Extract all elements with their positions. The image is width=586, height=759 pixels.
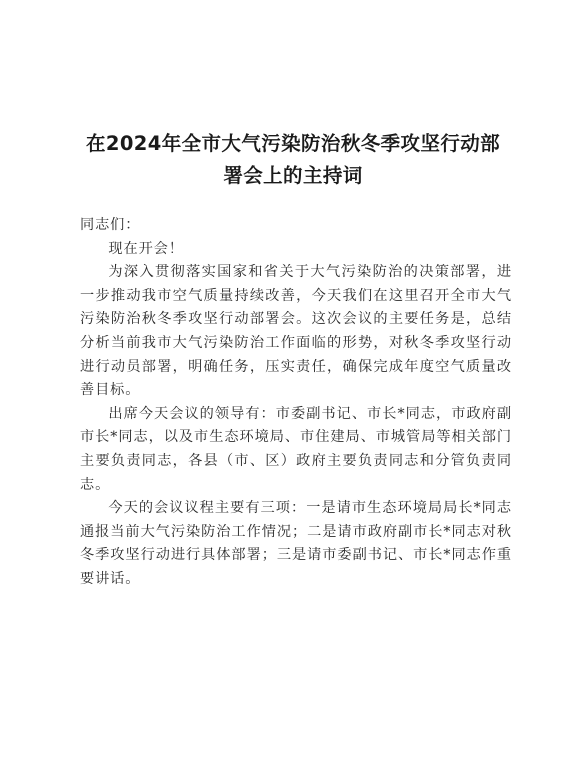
title-line-1: 在2024年全市大气污染防治秋冬季攻坚行动部 bbox=[85, 132, 501, 155]
paragraph-agenda: 今天的会议议程主要有三项：一是请市生态环境局局长*同志通报当前大气污染防治工作情况；二是请市政府副市长*同志对秋冬季攻坚行动进行具体部署；三是请市委副书记、市长*同志作重要讲话。 bbox=[80, 500, 512, 587]
paragraph-purpose: 为深入贯彻落实国家和省关于大气污染防治的决策部署，进一步推动我市空气质量持续改善，今天我们在这里召开全市大气污染防治秋冬季攻坚行动部署会。这次会议的主要任务是，总结分析当前我市大气污染防治工作面临的形势，对秋冬季攻坚行动进行动员部署，明确任务，压实责任，确保完成年度空气质量改善目标。 bbox=[80, 264, 512, 399]
opening-line: 现在开会！ bbox=[108, 240, 184, 257]
salutation: 同志们： bbox=[80, 217, 141, 233]
document-title bbox=[60, 128, 526, 192]
document-body bbox=[80, 214, 512, 592]
title-line-2: 署会上的主持词 bbox=[223, 164, 363, 187]
paragraph-attendees: 出席今天会议的领导有：市委副书记、市长*同志，市政府副市长*同志，以及市生态环境局、市住建局、市城管局等相关部门主要负责同志，各县（市、区）政府主要负责同志和分管负责同志。 bbox=[80, 405, 512, 493]
